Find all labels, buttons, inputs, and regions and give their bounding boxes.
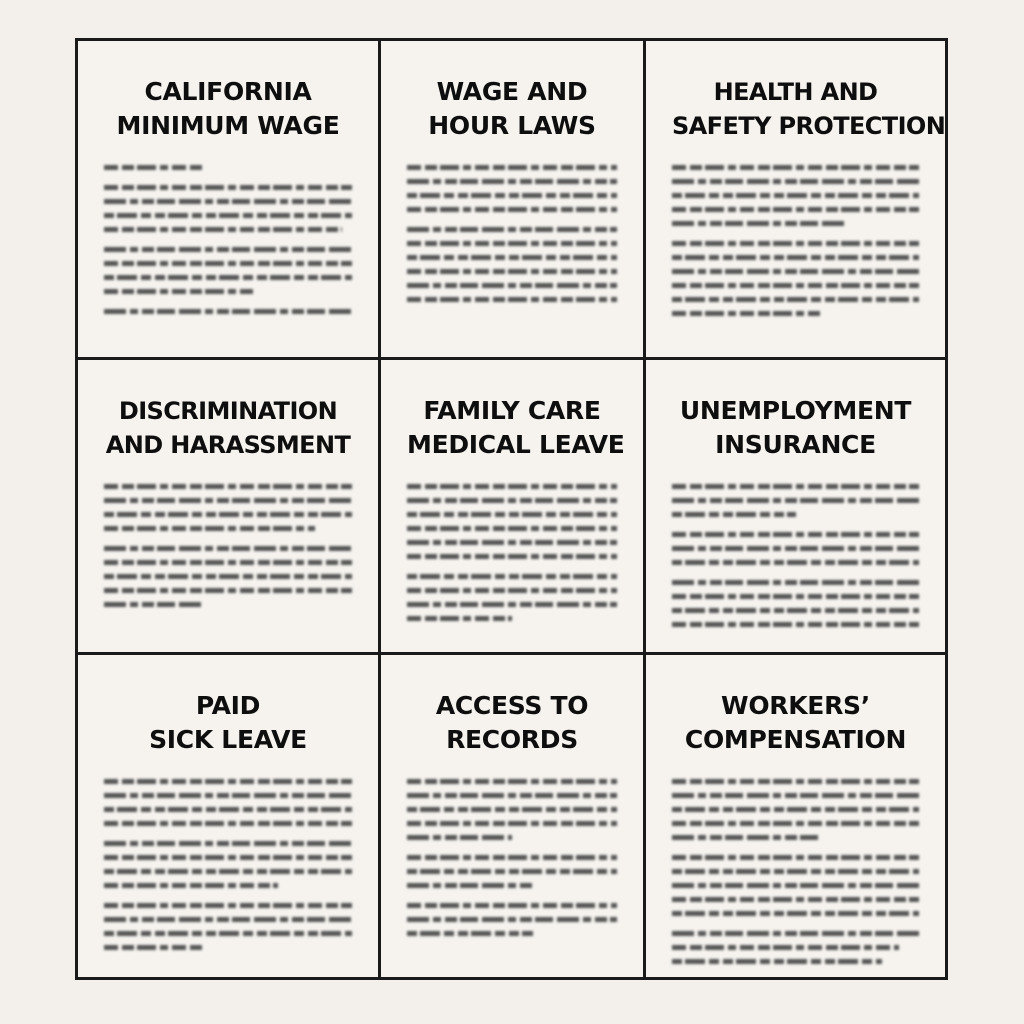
blurred-body-text — [407, 165, 617, 302]
blurred-body-text — [407, 484, 617, 621]
card-title-line: DISCRIMINATION — [118, 397, 338, 425]
blurred-body-text — [407, 779, 617, 936]
card-title-line: HEALTH AND — [713, 78, 878, 106]
card-title-line: WORKERS’ — [721, 691, 870, 720]
card-title — [104, 689, 352, 757]
card-title-line: COMPENSATION — [684, 725, 907, 754]
blurred-body-text — [672, 484, 919, 627]
blurred-body-text — [104, 779, 352, 950]
card-title-line: HOUR LAWS — [428, 111, 596, 140]
card-title-line: CALIFORNIA — [144, 77, 312, 106]
card-title-line: SICK LEAVE — [149, 725, 307, 754]
card-access-to-records — [381, 655, 643, 977]
card-title-line: PAID — [195, 691, 261, 720]
card-health-and-safety-protection — [646, 41, 945, 357]
blurred-body-text — [672, 779, 919, 964]
card-title-line: SAFETY PROTECTION — [672, 112, 945, 140]
card-family-care-medical-leave — [381, 360, 643, 652]
card-wage-and-hour-laws — [381, 41, 643, 357]
card-title-line: WAGE AND — [436, 77, 588, 106]
card-discrimination-and-harassment — [78, 360, 378, 652]
card-paid-sick-leave — [78, 655, 378, 977]
card-title-line: AND HARASSMENT — [105, 431, 351, 459]
blurred-body-text — [104, 165, 352, 314]
card-title — [672, 75, 945, 143]
card-title-line: ACCESS TO — [435, 691, 589, 720]
card-title — [407, 75, 617, 143]
labor-law-poster-grid — [75, 38, 948, 980]
card-title-line: INSURANCE — [715, 430, 876, 459]
card-title — [104, 394, 352, 462]
card-title-line: RECORDS — [446, 725, 578, 754]
blurred-body-text — [672, 165, 919, 316]
card-title — [407, 689, 617, 757]
card-title — [672, 689, 919, 757]
card-title — [672, 394, 919, 462]
card-title-line: UNEMPLOYMENT — [679, 396, 912, 425]
card-title-line: MINIMUM WAGE — [116, 111, 340, 140]
card-title — [407, 394, 625, 462]
card-california-minimum-wage — [78, 41, 378, 357]
card-workers-compensation — [646, 655, 945, 977]
card-title-line: FAMILY CARE — [423, 396, 601, 425]
card-title-line: MEDICAL LEAVE — [407, 430, 625, 459]
card-unemployment-insurance — [646, 360, 945, 652]
blurred-body-text — [104, 484, 352, 607]
card-title — [104, 75, 352, 143]
